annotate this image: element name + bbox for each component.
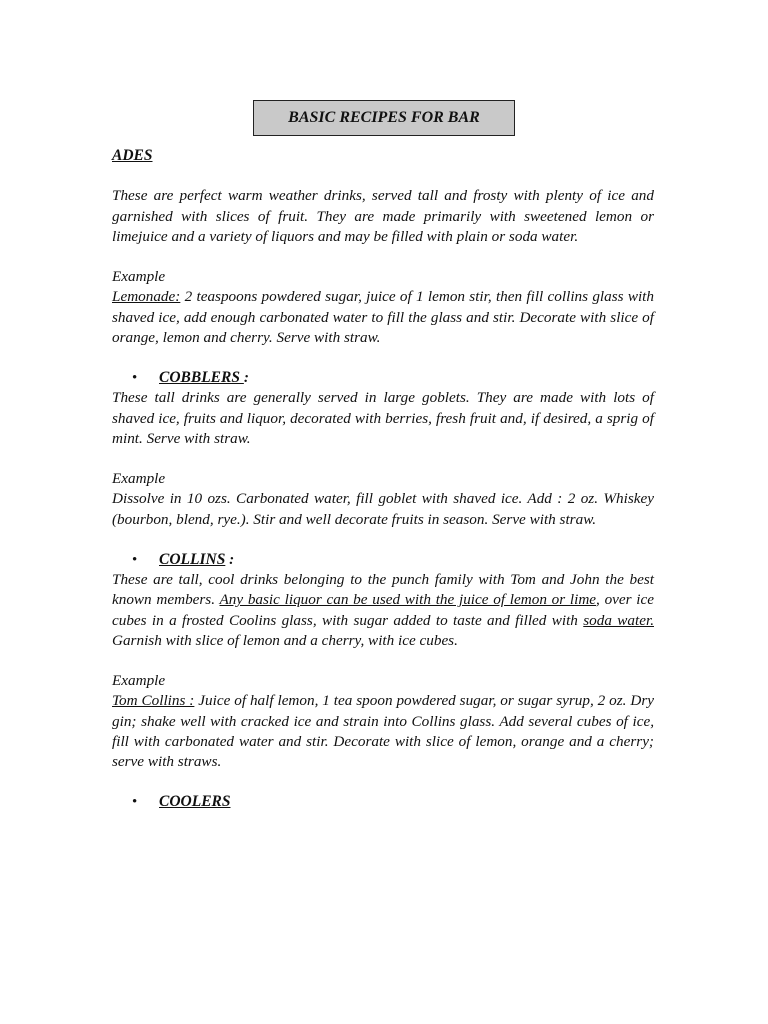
ades-example	[112, 287, 654, 348]
cobblers-description: These tall drinks are generally served in large goblets. They are made with lots of shaved ice, fruits and liquor, decorated with berries, fresh fruit and, if desired, a sprig of mint. Serve with straw.	[112, 389, 654, 447]
bullet-icon: •	[132, 370, 138, 387]
ades-description: These are perfect warm weather drinks, served tall and frosty with plenty of ice and garnished with slices of fruit. They are made primarily with sweetened lemon or limejuice and a variety of liquors and may be filled with plain or soda water.	[112, 187, 654, 245]
collins-description: These are tall, cool drinks belonging to the punch family with Tom and John the best known members. Any basic liquor can be used with the juice of lemon or lime, over ice cubes in a frosted Coolins glass, with sugar added to taste and filled with soda water. Garnish with slice of lemon and a cherry, with ice cubes.	[112, 571, 655, 649]
cobblers-example: Dissolve in 10 ozs. Carbonated water, fill goblet with shaved ice. Add : 2 oz. Whiskey (bourbon, blend, rye.). Stir and well decorate fruits in season. Serve with straw.	[112, 490, 654, 528]
ades-example-text: 2 teaspoons powdered sugar, juice of 1 lemon stir, then fill collins glass with shaved ice, add enough carbonated water to fill the glass and stir. Decorate with slice of orange, lemon and cherry. Serve with straw.	[112, 288, 654, 346]
collins-example-text: Juice of half lemon, 1 tea spoon powdered sugar, or sugar syrup, 2 oz. Dry gin; shake well with cracked ice and strain into Collins glass. Add several cubes of ice, fill with carbonated water and stir. Decorate with slice of lemon, orange and a cherry; serve with straws.	[112, 692, 654, 770]
page-title: BASIC RECIPES FOR BAR	[253, 100, 515, 136]
collins-example-name: Tom Collins :	[112, 692, 195, 710]
ades-example-label: Example	[112, 268, 166, 286]
section-heading-coolers: • COOLERS	[112, 792, 654, 812]
ades-example-name: Lemonade:	[112, 288, 181, 306]
bullet-icon: •	[132, 794, 138, 811]
collins-example-label: Example	[112, 672, 166, 690]
cobblers-example-label: Example	[112, 470, 166, 488]
document-body	[112, 146, 654, 813]
section-heading-ades: ADES	[112, 147, 153, 164]
section-heading-cobblers: • COBBLERS :	[112, 368, 654, 388]
section-heading-collins: • COLLINS :	[112, 550, 654, 570]
collins-example	[112, 691, 654, 772]
bullet-icon: •	[132, 551, 138, 568]
